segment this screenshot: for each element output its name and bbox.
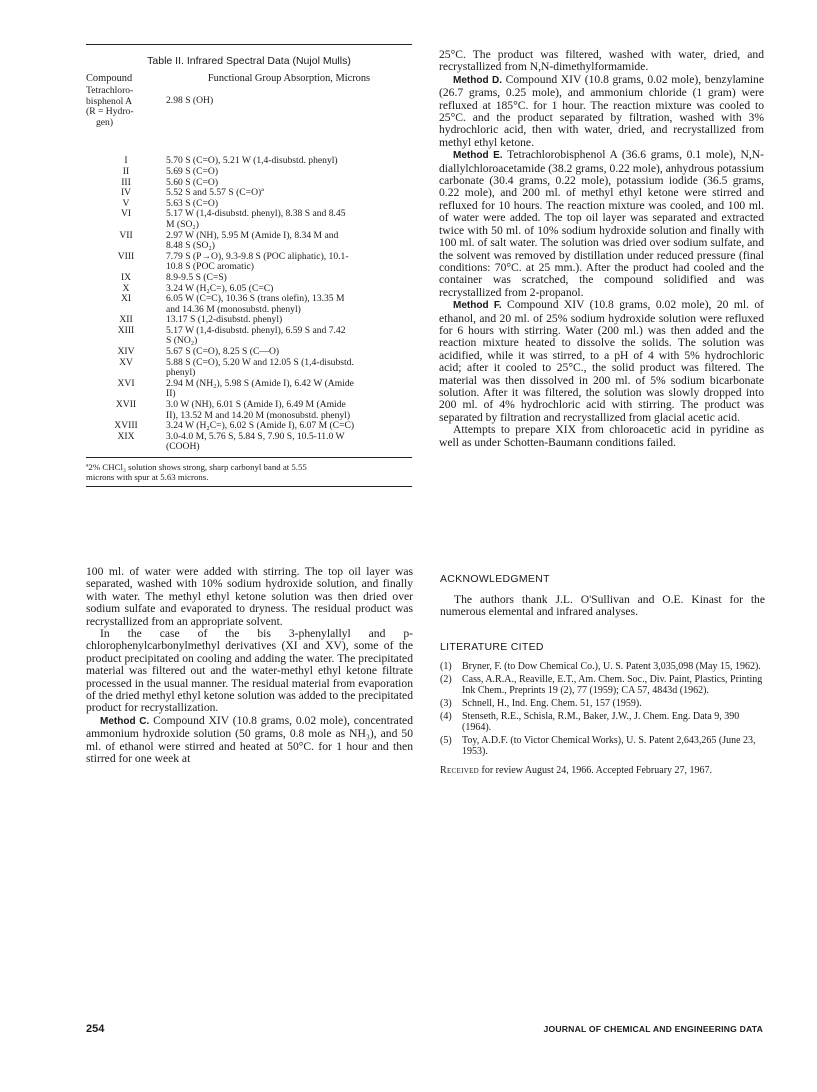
- absorption-line: (COOH): [166, 441, 200, 453]
- reference-text: Bryner, F. (to Dow Chemical Co.), U. S. Patent 3,035,098 (May 15, 1962).: [462, 661, 761, 672]
- absorption-line: 5.17 W (1,4-disubstd. phenyl), 6.59 S and 7.42: [166, 324, 346, 336]
- compound-cell: XI: [120, 293, 132, 305]
- absorption-cell: [166, 273, 412, 284]
- compound-cell: VI: [120, 208, 132, 220]
- absorption-line: 5.60 S (C=O): [166, 176, 219, 188]
- absorption-line: 3.0 W (NH), 6.01 S (Amide I), 6.49 M (Amide: [166, 399, 346, 411]
- journal-name: JOURNAL OF CHEMICAL AND ENGINEERING DATA: [543, 1024, 763, 1034]
- reference-item: [440, 698, 765, 709]
- paragraph: 100 ml. of water were added with stirring. The top oil layer was separated, washed with 10% sodium hydroxide solution, and finally with water. The methyl ethyl ketone solution was then dried over sodium sulfate and evaporated to dryness. The residual product was recrystallized from an appropriate solvent.: [86, 565, 413, 628]
- acknowledgment-text: The authors thank J.L. O'Sullivan and O.E. Kinast for the numerous elemental and infrared analyses.: [440, 593, 765, 619]
- reference-text: Stenseth, R.E., Schisla, R.M., Baker, J.W., J. Chem. Eng. Data 9, 390 (1964).: [462, 711, 740, 733]
- reference-text: Cass, A.R.A., Reaville, E.T., Am. Chem. Soc., Div. Paint, Plastics, Printing Ink Chem., Preprints 19 (2), 77 (1959); CA 57, 4843d (1962).: [462, 674, 763, 696]
- first-row-compound: Tetrachloro- bisphenol A (R = Hydro- gen): [86, 85, 134, 128]
- reference-item: [440, 661, 765, 672]
- absorption-line: 6.05 W (C=C), 10.36 S (trans olefin), 13.35 M: [166, 293, 345, 305]
- method-heading: Method F.: [453, 300, 502, 312]
- absorption-line: 2.97 W (NH), 5.95 M (Amide I), 8.34 M and: [166, 229, 339, 241]
- absorption-line: 5.63 S (C=O): [166, 197, 219, 209]
- absorption-cell: [166, 432, 412, 453]
- table-top-rule: [86, 44, 412, 45]
- reference-list: [440, 661, 765, 759]
- compound-cell: XIII: [117, 324, 135, 336]
- right-column-text: [439, 49, 764, 449]
- table-row: [86, 379, 412, 400]
- compound-cell: X: [122, 282, 130, 294]
- literature-heading: LITERATURE CITED: [440, 641, 544, 653]
- absorption-line: 5.88 S (C=O), 5.20 W and 12.05 S (1,4-disubstd.: [166, 356, 354, 368]
- received-line: Received for review August 24, 1966. Accepted February 27, 1967.: [440, 765, 713, 776]
- table-row: [86, 209, 412, 230]
- method-heading: Method C.: [100, 715, 150, 727]
- compound-cell: III: [121, 176, 131, 188]
- absorption-line: 5.70 S (C=O), 5.21 W (1,4-disubstd. phenyl): [166, 155, 338, 167]
- absorption-cell: [166, 358, 412, 379]
- absorption-line: 7.79 S (P→O), 9.3-9.8 S (POC aliphatic), 10.1-: [166, 250, 349, 262]
- absorption-cell: [166, 379, 412, 400]
- table-header: [86, 73, 412, 84]
- table-row: [86, 252, 412, 273]
- table-row: [86, 400, 412, 421]
- compound-cell: XVII: [115, 399, 137, 411]
- table-row: [86, 273, 412, 284]
- absorption-line: 5.52 S and 5.57 S (C=O)ª: [166, 187, 264, 199]
- compound-cell: XV: [119, 356, 133, 368]
- absorption-line: and 14.36 M (monosubstd. phenyl): [166, 303, 301, 315]
- table-rows: [86, 156, 412, 453]
- absorption-line: 10.8 S (POC aromatic): [166, 261, 254, 273]
- absorption-line: 5.67 S (C=O), 8.25 S (C—O): [166, 346, 280, 358]
- absorption-cell: [166, 294, 412, 315]
- paragraph: In the case of the bis 3-phenylallyl and p-chlorophenylcarbonylmethyl derivatives (XI and XV), some of the product precipitated on cooling and adding the water. The precipitated material was filtered out and the water-methyl ethyl ketone filtrate processed in the usual manner. The residual material from evaporation of the dried methyl ethyl ketone solution was added to the precipitated product for recrystallization.: [86, 627, 413, 715]
- compound-cell: XIX: [117, 430, 135, 442]
- method-heading: Method D.: [453, 74, 503, 86]
- absorption-line: 2.94 M (NH₂), 5.98 S (Amide I), 6.42 W (Amide: [166, 377, 354, 389]
- table-bottom-rule: [86, 457, 412, 458]
- table-row: [86, 156, 412, 167]
- absorption-cell: [166, 400, 412, 421]
- reference-text: Toy, A.D.F. (to Victor Chemical Works), U. S. Patent 2,643,265 (June 23, 1953).: [462, 735, 756, 757]
- table-row: [86, 167, 412, 178]
- absorption-cell: [166, 167, 412, 178]
- table-row-first: [86, 86, 412, 128]
- absorption-cell: [166, 231, 412, 252]
- paragraph-method-d: Method D. Compound XIV (10.8 grams, 0.02 mole), benzylamine (26.7 grams, 0.25 mole), and ammonium chloride (1 gram) were refluxed at 185°C. for 1 hour. The reaction mixture was cooled to 25°C. and the product separated by filtration, washed with 3% hydrochloric acid, then with water, dried, and recrystallized from methyl ethyl ketone.: [439, 72, 765, 149]
- reference-number: (4): [440, 711, 452, 722]
- infrared-table: [86, 44, 412, 487]
- absorption-line: 13.17 S (1,2-disubstd. phenyl): [166, 314, 283, 326]
- compound-cell: VIII: [117, 250, 135, 262]
- absorption-line: 3.24 W (H₂C=), 6.02 S (Amide I), 6.07 M (C=C): [166, 420, 355, 432]
- absorption-line: 5.17 W (1,4-disubstd. phenyl), 8.38 S and 8.45: [166, 208, 346, 220]
- absorption-cell: [166, 326, 412, 347]
- reference-number: (2): [440, 674, 452, 685]
- compound-cell: XVI: [117, 377, 135, 389]
- acknowledgment-heading: ACKNOWLEDGMENT: [440, 573, 550, 585]
- compound-cell: IX: [120, 271, 132, 283]
- compound-cell: VII: [119, 229, 133, 241]
- compound-cell: II: [122, 165, 130, 177]
- absorption-line: II): [166, 388, 176, 400]
- reference-item: [440, 674, 765, 696]
- paragraph: Attempts to prepare XIX from chloroacetic acid in pyridine as well as under Schotten-Baumann conditions failed.: [439, 423, 764, 449]
- reference-number: (5): [440, 735, 452, 746]
- reference-number: (3): [440, 698, 452, 709]
- absorption-line: phenyl): [166, 367, 196, 379]
- reference-item: [440, 735, 765, 757]
- table-footnote: ª2% CHCl₃ solution shows strong, sharp carbonyl band at 5.55 microns with spur at 5.63 microns.: [86, 462, 307, 482]
- table-row: [86, 358, 412, 379]
- absorption-line: S (NO₂): [166, 335, 198, 347]
- absorption-cell: [166, 252, 412, 273]
- reference-text: Schnell, H., Ind. Eng. Chem. 51, 157 (1959).: [462, 698, 642, 709]
- page-number: 254: [86, 1023, 105, 1035]
- paragraph-method-e: Method E. Tetrachlorobisphenol A (36.6 grams, 0.1 mole), N,N-diallylchloroacetamide (38.2 grams, 0.22 mole), anhydrous potassium carbonate (30.4 grams, 0.22 mole), potassium iodide (36.5 grams, 0.22 mole), and 200 ml. of methyl ethyl ketone were stirred and refluxed for 10 hours. The reaction mixture was cooled, and 100 ml. of water were added. The top oil layer was separated and extracted twice with 50 ml. of 10% sodium hydroxide solution and finally with 100 ml. of salt water. The solution was dried over sodium sulfate, and the solvent was removed by distillation under reduced pressure (final conditions: 70°C. at 25 mm.). After the product had cooled and the container was scratched, the compound solidified and was recrystallized from 2-propanol.: [439, 148, 764, 299]
- compound-cell: IV: [120, 187, 132, 199]
- absorption-cell: [166, 209, 412, 230]
- reference-item: [440, 711, 765, 733]
- table-row: [86, 231, 412, 252]
- absorption-line: II), 13.52 M and 14.20 M (monosubstd. phenyl): [166, 409, 351, 421]
- method-heading: Method E.: [453, 150, 503, 162]
- absorption-line: M (SO₂): [166, 218, 199, 230]
- absorption-line: 3.24 W (H₂C=), 6.05 (C=C): [166, 282, 274, 294]
- paragraph: 25°C. The product was filtered, washed with water, dried, and recrystallized from N,N-dimethylformamide.: [439, 48, 764, 74]
- table-row: [86, 432, 412, 453]
- reference-number: (1): [440, 661, 452, 672]
- compound-cell: XVIII: [114, 420, 138, 432]
- absorption-line: 8.9-9.5 S (C=S): [166, 271, 227, 283]
- compound-cell: I: [124, 155, 128, 167]
- compound-cell: V: [122, 197, 130, 209]
- absorption-line: 5.69 S (C=O): [166, 165, 219, 177]
- absorption-line: 8.48 S (SO₂): [166, 240, 215, 252]
- header-absorption: Functional Group Absorption, Microns: [207, 73, 371, 84]
- table-title: Table II. Infrared Spectral Data (Nujol Mulls): [147, 55, 351, 67]
- table-row: [86, 326, 412, 347]
- compound-cell: XII: [119, 314, 133, 326]
- left-column-text: [86, 566, 413, 766]
- header-compound: Compound: [86, 73, 133, 84]
- paragraph-method-c: Method C. Compound XIV (10.8 grams, 0.02 mole), concentrated ammonium hydroxide solution (50 grams, 0.8 mole as NH₃), and 50 ml. of ethanol were stirred and heated at 50°C. for 1 hour and then stirred for one week at: [86, 713, 413, 766]
- footnote-rule: [86, 486, 412, 487]
- first-row-value: 2.98 S (OH): [166, 95, 214, 106]
- table-row: [86, 188, 412, 199]
- paragraph-method-f: Method F. Compound XIV (10.8 grams, 0.02 mole), 20 ml. of ethanol, and 20 ml. of 25% sodium hydroxide solution were refluxed for 6 hours with stirring. Water (200 ml.) was then added and the reaction mixture heated to dissolve the solids. The solution was acidified, while it was stirred, to a pH of 4 with 5% hydrochloric acid; after it cooled to 25°C., the solid product was filtered. The material was then dissolved in 200 ml. of 5% sodium bicarbonate solution. After it was filtered, the solution was slowly dropped into 200 ml. of 4% hydrochloric acid with stirring. The product was separated by filtration and recrystallized from glacial acetic acid.: [439, 298, 764, 424]
- absorption-line: 3.0-4.0 M, 5.76 S, 5.84 S, 7.90 S, 10.5-11.0 W: [166, 430, 345, 442]
- compound-cell: XIV: [117, 346, 135, 358]
- table-row: [86, 294, 412, 315]
